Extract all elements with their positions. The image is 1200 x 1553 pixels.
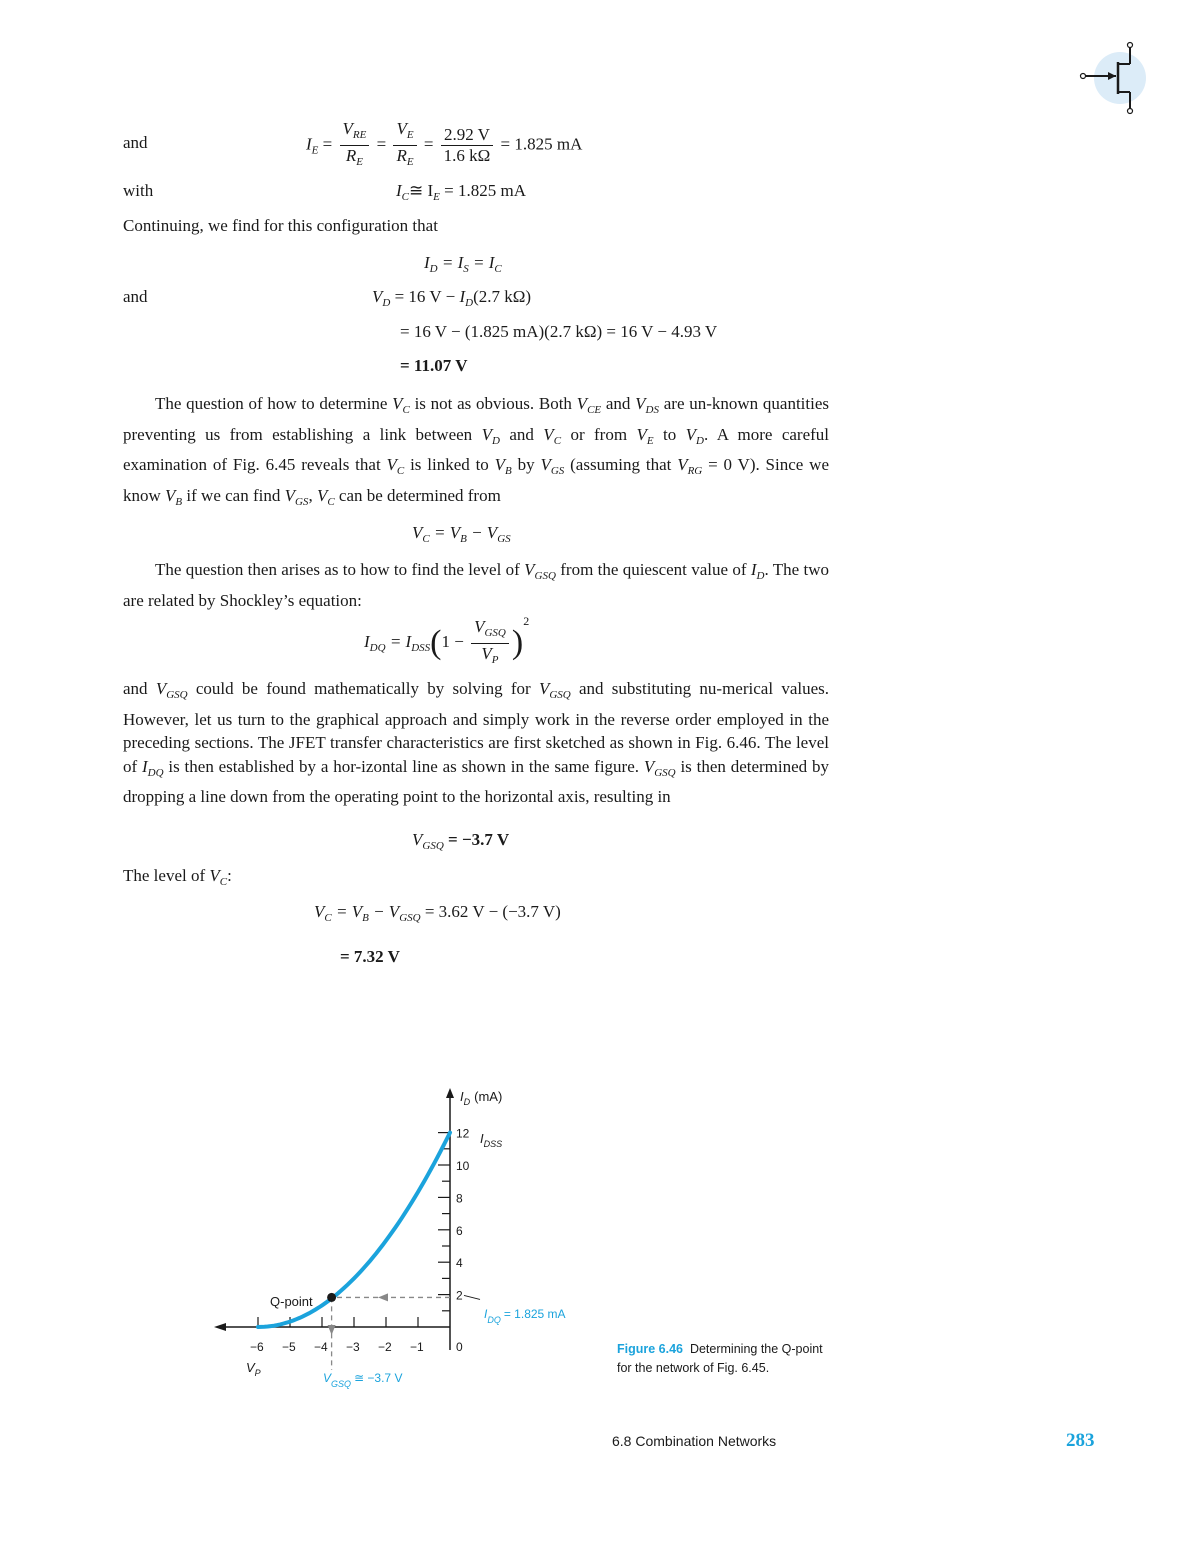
idq-leader-line: [464, 1295, 480, 1299]
eq-drain-voltage-result: = 11.07 V: [400, 356, 468, 375]
x-axis-arrow: [214, 1323, 226, 1331]
q-point-label: Q-point: [270, 1294, 313, 1309]
idss-label: $I_{DSS}$: [480, 1131, 503, 1149]
y-axis-label: $I_D$ (mA): [460, 1089, 503, 1107]
x-tick-label: −4: [314, 1340, 328, 1354]
y-tick-label: 12: [456, 1126, 470, 1141]
text-level-of-vc: The level of $V_C$:: [123, 866, 232, 888]
y-tick-label: 8: [456, 1191, 463, 1206]
y-tick-label: 2: [456, 1288, 463, 1303]
figure-caption: Figure 6.46 Determining the Q-point for the network of Fig. 6.45.: [617, 1342, 823, 1375]
eq-shockley: $I_{DQ} = I_{DSS}(1$ − $\frac{V_{GSQ}}{V_P}$ )$^2$: [364, 614, 530, 666]
x-tick-label: −1: [410, 1340, 424, 1354]
text-continuing: Continuing, we find for this configuration that: [123, 216, 438, 235]
eq-drain-source-collector: $I_D = I_S = I_C$: [424, 253, 502, 275]
y-tick-label: 6: [456, 1223, 463, 1238]
paragraph-graphical-approach: and $V_{GSQ}$ could be found mathematically by solving for $V_{GSQ}$ and substituting nu-merical values. However, let us turn to the graphical approach and simply work in the reverse order employed in the preceding sections. The JFET transfer characteristics are first sketched as shown in Fig. 6.46. The level of $I_{DQ}$ is then established by a hor-izontal line as shown in the same figure. $V_{GSQ}$ is then determined by dropping a line down from the operating point to the horizontal axis, resulting in: [123, 679, 830, 806]
eq2-label: with: [123, 181, 154, 200]
vgsq-label: $V_{GSQ}$ ≅ −3.7 V: [323, 1371, 403, 1389]
vp-label: $V_P$: [246, 1360, 261, 1378]
eq-vgsq-result: $V_{GSQ} = -3.7$ V: [412, 830, 510, 852]
jfet-symbol-icon: [1078, 40, 1150, 116]
eq-drain-voltage-2: = 16 V − (1.825 mA)(2.7 kΩ) = 16 V − 4.93 V: [400, 322, 718, 341]
idq-guide-arrow: [378, 1293, 388, 1301]
y-axis-arrow: [446, 1088, 454, 1098]
vgsq-guide-arrow: [328, 1325, 336, 1335]
eq4-label: and: [123, 287, 148, 306]
eq-emitter-current: $I_E$ = $\frac{V_{RE}}{R_E}$ = $\frac{V_E}{R_E}$ = $\frac{2.92 V}{1.6 k\Omega}$ = 1.825 mA: [306, 119, 583, 168]
x-tick-label: −3: [346, 1340, 360, 1354]
y-tick-label: 10: [456, 1159, 470, 1173]
paragraph-determine-vc: The question of how to determine $V_C$ is not as obvious. Both $V_{CE}$ and $V_{DS}$ are un-known quantities preventing us from establishing a link between $V_D$ and $V_C$ or from $V_E$ to $V_D$. A more careful examination of Fig. 6.45 reveals that $V_C$ is linked to $V_B$ by $V_{GS}$ (assuming that $V_{RG} = 0$ V). Since we know $V_B$ if we can find $V_{GS}$, $V_C$ can be determined from: [123, 394, 830, 508]
idq-label: $I_{DQ} = 1.825$ mA: [484, 1307, 566, 1325]
paragraph-find-vgsq: The question then arises as to how to find the level of $V_{GSQ}$ from the quiescent value of $I_D$. The two are related by Shockley’s equation:: [123, 560, 830, 610]
eq1-label: and: [123, 133, 148, 152]
q-point-marker: [327, 1293, 336, 1302]
eq-vc-computation: $V_C = V_B - V_{GSQ} = 3.62$ V − (−3.7 V): [314, 902, 561, 924]
eq-vc-from-vb: $V_C = V_B - V_{GS}$: [412, 523, 511, 545]
x-tick-label: −2: [378, 1340, 392, 1354]
y-tick-label: 4: [456, 1256, 463, 1271]
x-tick-label: −6: [250, 1340, 264, 1354]
eq-drain-voltage-1: $V_D = 16$ $V - I_D(2.7$ kΩ): [372, 287, 532, 309]
eq-collector-current: $I_C≅$ $I_E = 1.825$ mA: [396, 181, 526, 203]
x-tick-label: 0: [456, 1340, 463, 1354]
chart-overlay: [327, 1293, 480, 1370]
transfer-characteristic-chart: [200, 1080, 620, 1400]
x-tick-label: −5: [282, 1340, 296, 1354]
footer-section-title: 6.8 Combination Networks: [612, 1433, 777, 1449]
chart-axes: [214, 1088, 454, 1350]
eq-vc-result: = 7.32 V: [340, 947, 400, 966]
page-number: 283: [1066, 1430, 1095, 1451]
